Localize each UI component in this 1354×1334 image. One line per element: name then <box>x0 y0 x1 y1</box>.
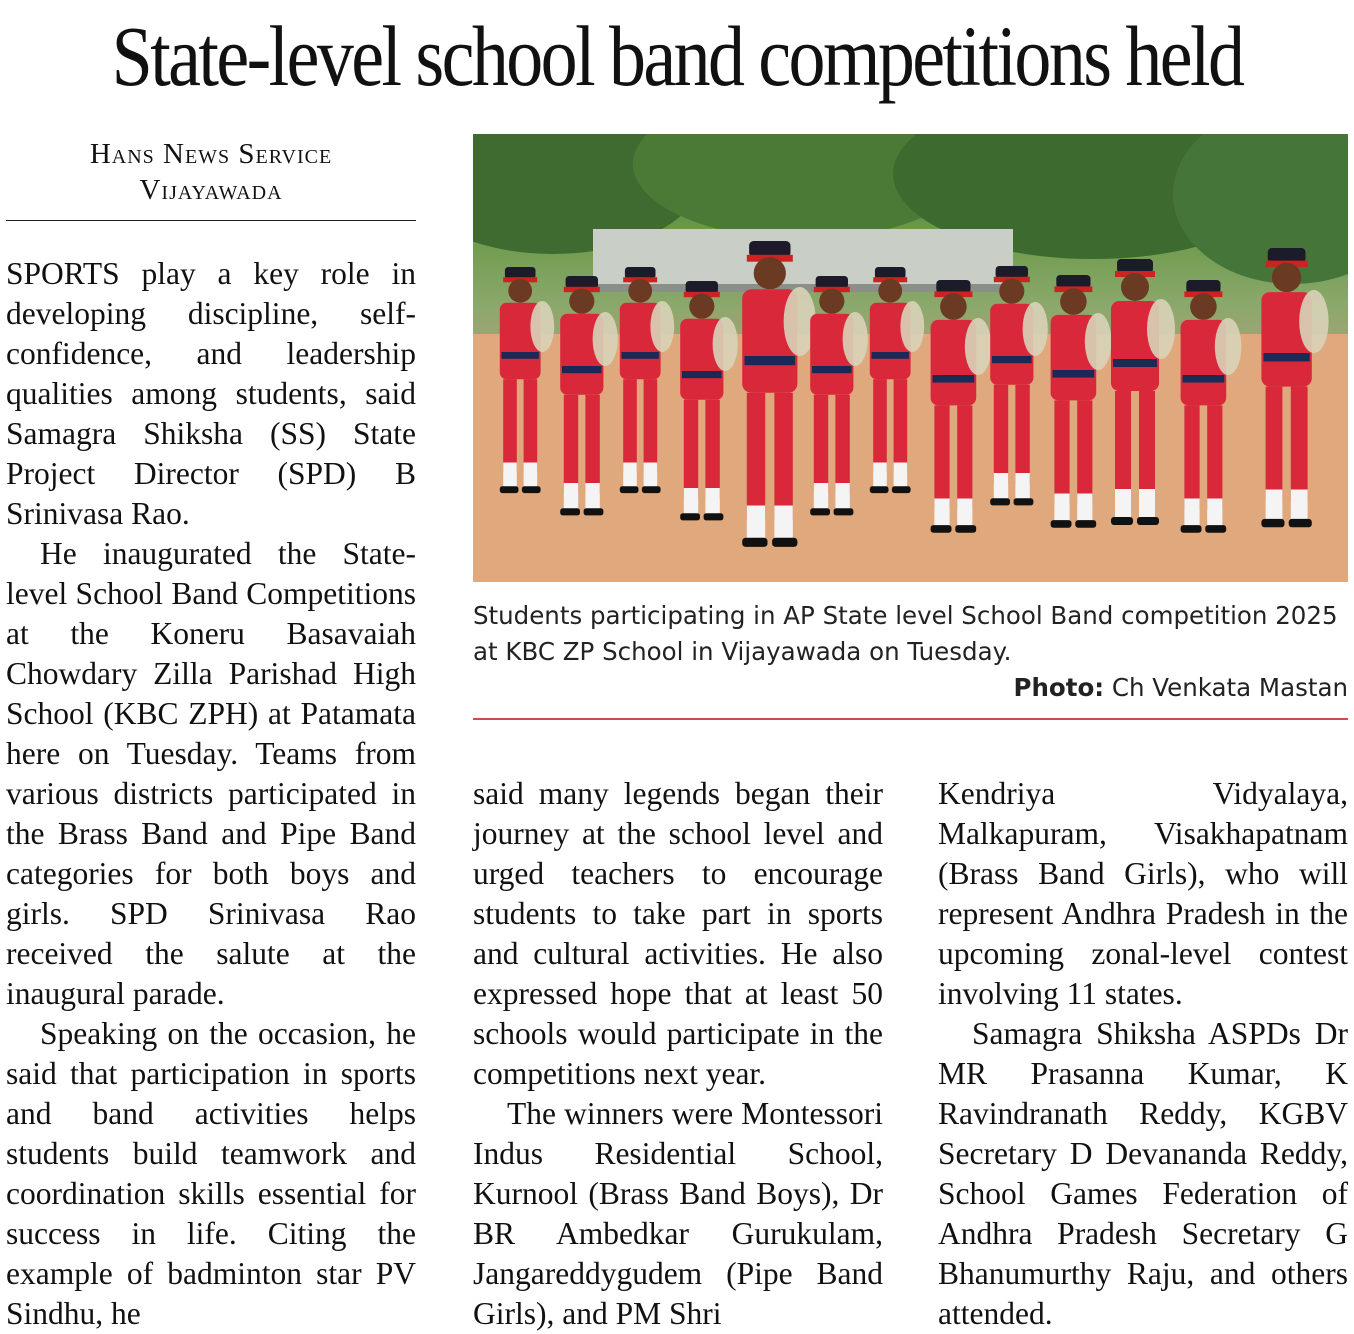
byline <box>6 136 416 208</box>
band-photo-illustration <box>473 134 1348 582</box>
article-column-1 <box>6 254 416 1334</box>
byline-divider <box>6 220 416 221</box>
photo-caption-text: Students participating in AP State level School Band competition 2025 at KBC ZP School in Vijayawada on Tuesday. <box>473 601 1338 666</box>
paragraph: He inaugurated the State-level School Band Competitions at the Koneru Basavaiah Chowdary Zilla Parishad High School (KBC ZPH) at Patamata here on Tuesday. Teams from various districts participated in the Brass Band and Pipe Band categories for both boys and girls. SPD Srinivasa Rao received the salute at the inaugural parade. <box>6 536 416 1011</box>
paragraph: Samagra Shiksha ASPDs Dr MR Prasanna Kumar, K Ravindranath Reddy, KGBV Secretary D Devananda Reddy, School Games Federation of Andhra Pradesh Secretary G Bhanumurthy Raju, and others attended. <box>938 1016 1348 1331</box>
paragraph: The winners were Montessori Indus Residential School, Kurnool (Brass Band Boys), Dr BR Ambedkar Gurukulam, Jangareddygudem (Pipe Band Girls), and PM Shri <box>473 1096 883 1331</box>
paragraph: said many legends began their journey at the school level and urged teachers to encourage students to take part in sports and cultural activities. He also expressed hope that at least 50 schools would participate in the competitions next year. <box>473 776 883 1091</box>
headline: State-level school band competitions held <box>111 8 1243 104</box>
byline-agency: Hans News Service <box>89 138 333 170</box>
article-column-3 <box>938 774 1348 1334</box>
photo-divider <box>473 718 1348 720</box>
photo-credit-name: Ch Venkata Mastan <box>1111 673 1348 702</box>
news-photo <box>473 134 1348 582</box>
paragraph: Speaking on the occasion, he said that participation in sports and band activities helps students build teamwork and coordination skills essential for success in life. Citing the example of badminton star PV Sindhu, he <box>6 1016 416 1331</box>
photo-credit <box>473 670 1348 706</box>
photo-caption <box>473 598 1348 670</box>
paragraph: Kendriya Vidyalaya, Malkapuram, Visakhapatnam (Brass Band Girls), who will represent Andhra Pradesh in the upcoming zonal-level contest involving 11 states. <box>938 776 1348 1011</box>
photo-credit-label: Photo: <box>1013 673 1105 702</box>
article-column-2 <box>473 774 883 1334</box>
paragraph: SPORTS play a key role in developing discipline, self-confidence, and leadership qualities among students, said Samagra Shiksha (SS) State Project Director (SPD) B Srinivasa Rao. <box>6 256 416 531</box>
byline-city: Vijayawada <box>139 174 283 206</box>
